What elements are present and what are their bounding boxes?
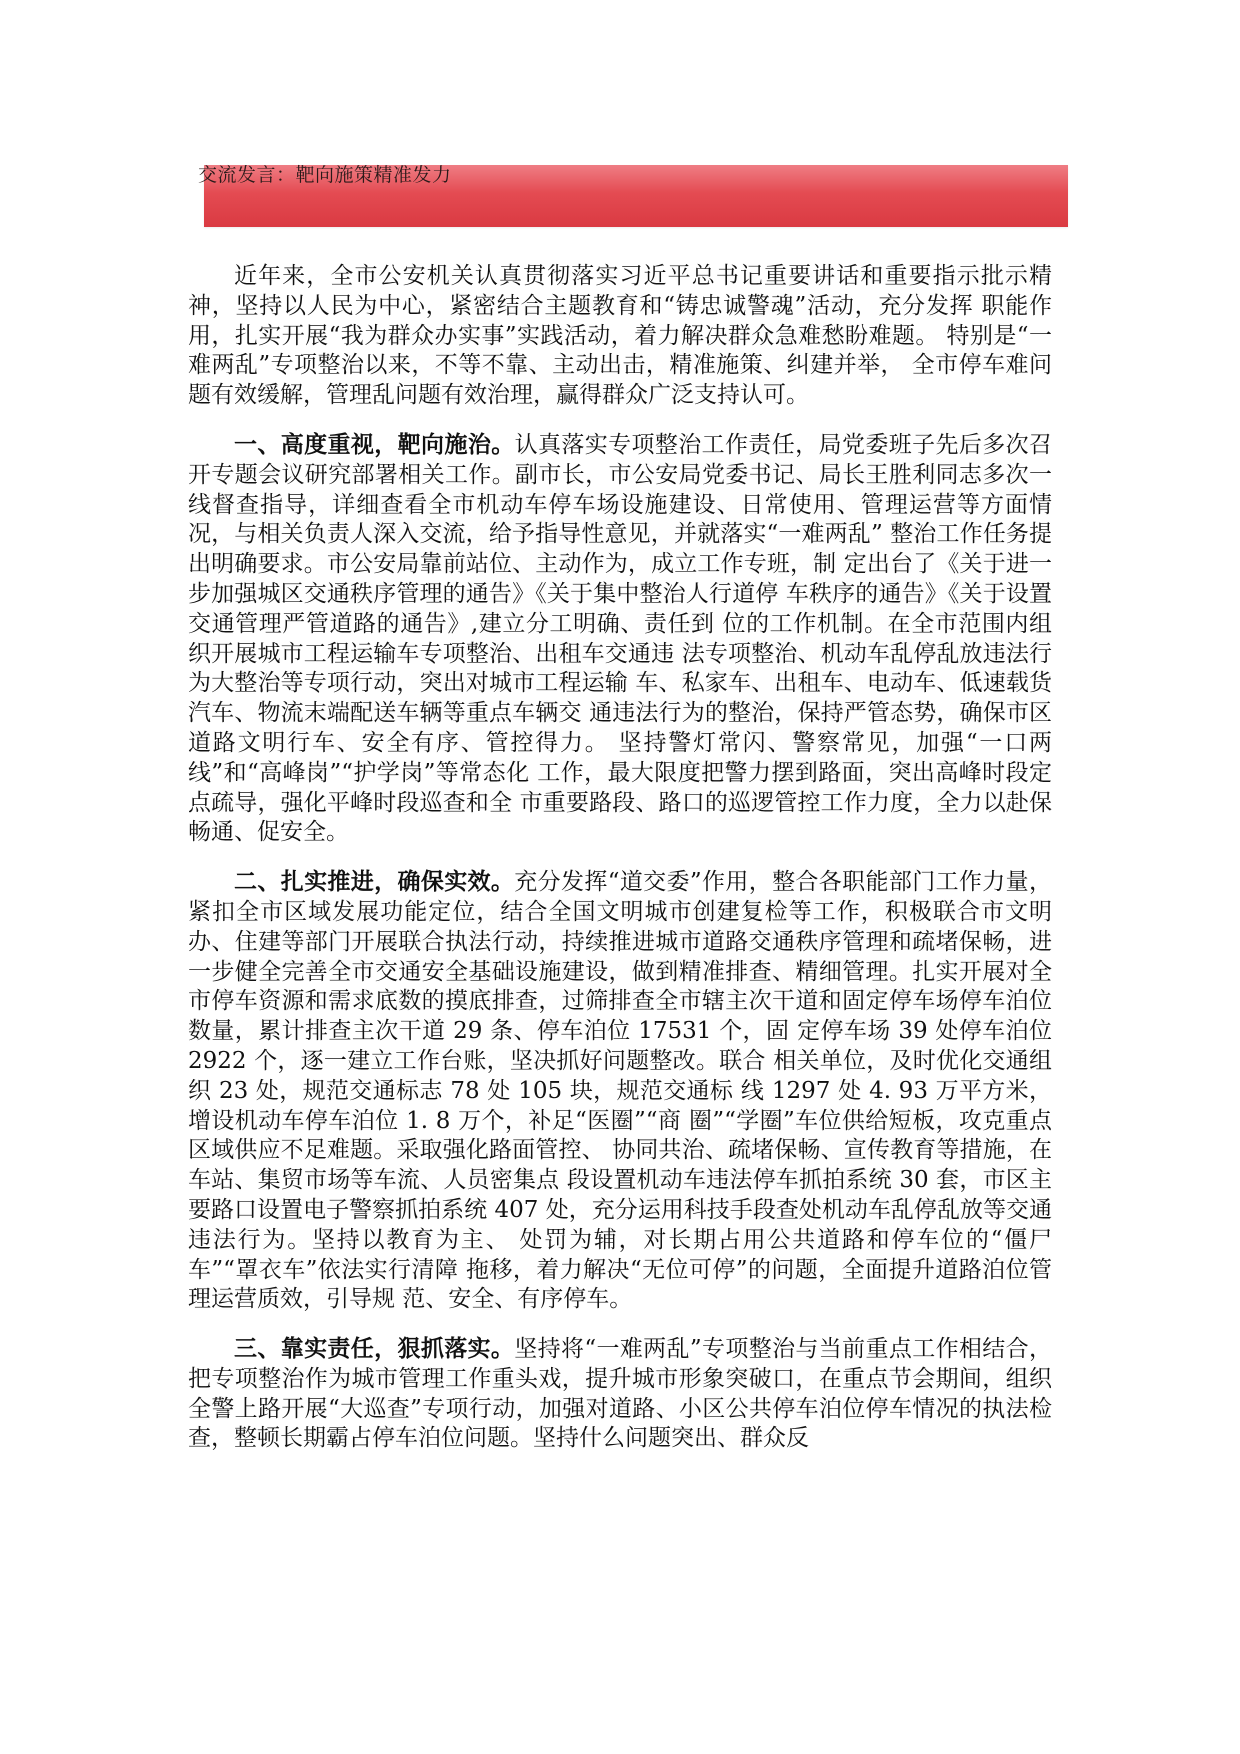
- section-heading: 一、高度重视，靶向施治。: [234, 430, 515, 458]
- paragraph-section-3: [188, 1334, 1052, 1454]
- document-title: 交流发言：靶向施策精准发力: [198, 164, 452, 186]
- document-body: [188, 262, 1052, 1454]
- paragraph-text: 充分发挥“道交委”作用，整合各职能部门工作力量，紧扣全市区域发展功能定位，结合全国文明城市创建复检等工作，积极联合市文明办、住建等部门开展联合执法行动，持续推进城市道路交通秩序管理和疏堵保畅，进一步健全完善全市交通安全基础设施建设，做到精准排查、精细管理。扎实开展对全市停车资源和需求底数的摸底排查，过筛排查全市辖主次干道和固定停车场停车泊位数量，累计排查主次干道 29 条、停车泊位 17531 个，固 定停车场 39 处停车泊位 2922 个，逐一建立工作台账，坚决抓好问题整改。联合 相关单位，及时优化交通组织 23 处，规范交通标志 78 处 105 块，规范交通标 线 1297 处 4. 93 万平方米，增设机动车停车泊位 1. 8 万个，补足“医圈”“商 圈”“学圈”车位供给短板，攻克重点区域供应不足难题。采取强化路面管控、 协同共治、疏堵保畅、宣传教育等措施，在车站、集贸市场等车流、人员密集点 段设置机动车违法停车抓拍系统 30 套，市区主要路口设置电子警察抓拍系统 407 处，充分运用科技手段查处机动车乱停乱放等交通违法行为。坚持以教育为主、 处罚为辅，对长期占用公共道路和停车位的“僵尸车”“罩衣车”依法实行清障 拖移，着力解决“无位可停”的问题，全面提升道路泊位管理运营质效，引导规 范、安全、有序停车。: [188, 869, 1052, 1313]
- paragraph-text: 认真落实专项整治工作责任，局党委班子先后多次召开专题会议研究部署相关工作。副市长，市公安局党委书记、局长王胜利同志多次一线督查指导，详细查看全市机动车停车场设施建设、日常使用、管理运营等方面情况，与相关负责人深入交流，给予指导性意见，并就落实“一难两乱” 整治工作任务提出明确要求。市公安局靠前站位、主动作为，成立工作专班，制 定出台了《关于进一步加强城区交通秩序管理的通告》《关于集中整治人行道停 车秩序的通告》《关于设置交通管理严管道路的通告》,建立分工明确、责任到 位的工作机制。在全市范围内组织开展城市工程运输车专项整治、出租车交通违 法专项整治、机动车乱停乱放违法行为大整治等专项行动，突出对城市工程运输 车、私家车、出租车、电动车、低速载货汽车、物流末端配送车辆等重点车辆交 通违法行为的整治，保持严管态势，确保市区道路文明行车、安全有序、管控得力。 坚持警灯常闪、警察常见，加强“一口两线”和“高峰岗”“护学岗”等常态化 工作，最大限度把警力摆到路面，突出高峰时段定点疏导，强化平峰时段巡查和全 市重要路段、路口的巡逻管控工作力度，全力以赴保畅通、促安全。: [188, 431, 1053, 846]
- paragraph-section-1: [188, 430, 1052, 848]
- paragraph-text: 近年来，全市公安机关认真贯彻落实习近平总书记重要讲话和重要指示批示精神，坚持以人民为中心，紧密结合主题教育和“铸忠诚警魂”活动，充分发挥 职能作用，扎实开展“我为群众办实事”实践活动，着力解决群众急难愁盼难题。 特别是“一难两乱”专项整治以来，不等不靠、主动出击，精准施策、纠建并举， 全市停车难问题有效缓解，管理乱问题有效治理，赢得群众广泛支持认可。: [188, 263, 1052, 409]
- paragraph-section-2: [188, 867, 1052, 1315]
- section-heading: 二、扎实推进，确保实效。: [234, 868, 515, 896]
- paragraph-text: 坚持将“一难两乱”专项整治与当前重点工作相结合，把专项整治作为城市管理工作重头戏，提升城市形象突破口，在重点节会期间，组织全警上路开展“大巡查”专项行动，加强对道路、小区公共停车泊位停车情况的执法检查，整顿长期霸占停车泊位问题。坚持什么问题突出、群众反: [188, 1336, 1052, 1452]
- section-heading: 三、靠实责任，狠抓落实。: [234, 1335, 515, 1363]
- paragraph-intro: [188, 262, 1052, 411]
